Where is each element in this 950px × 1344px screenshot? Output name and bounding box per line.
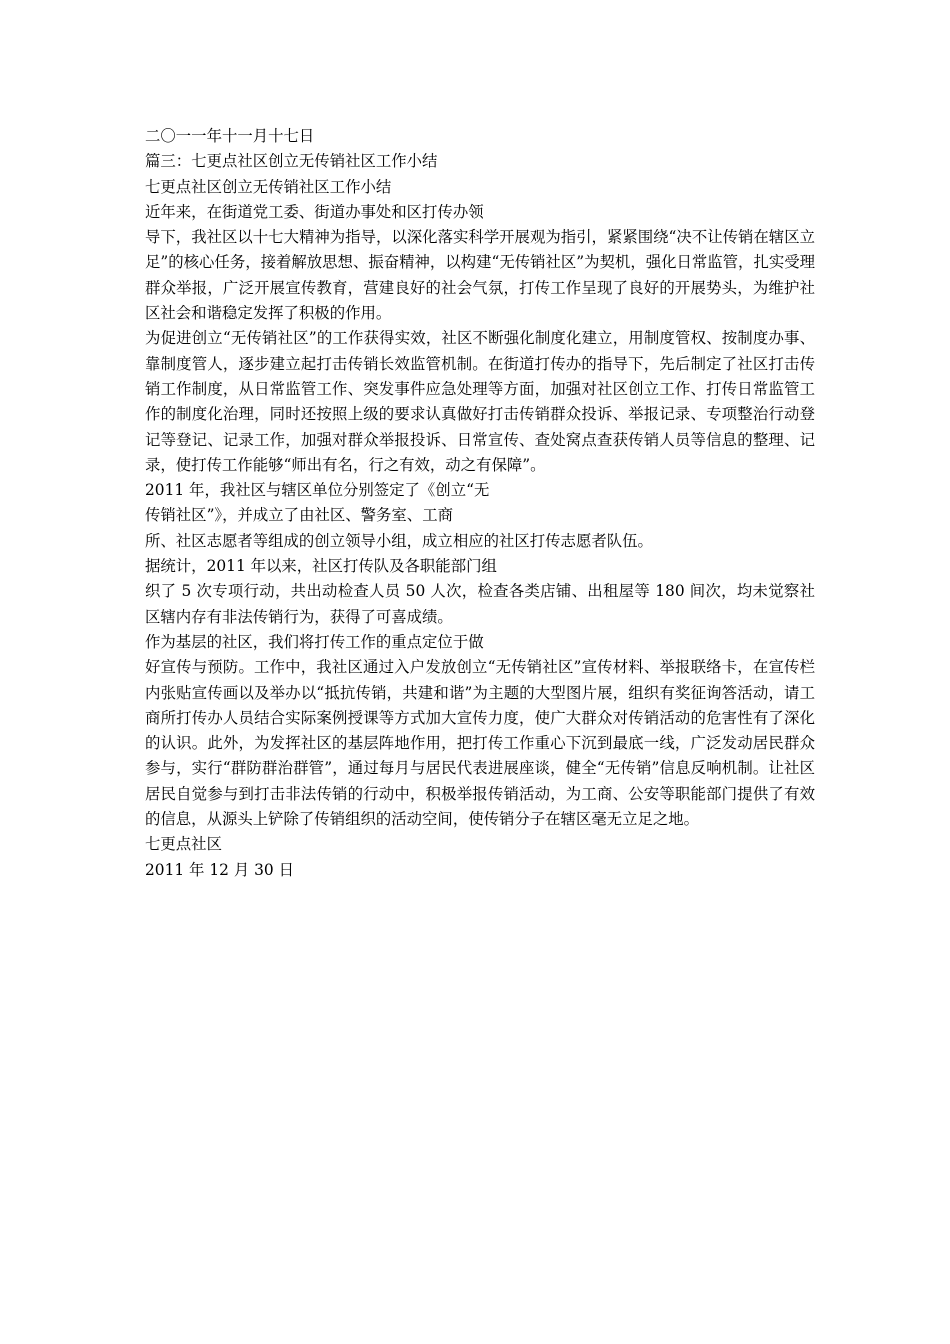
paragraph-3-line-a: 2011 年，我社区与辖区单位分别签定了《创立“无 [145,481,490,500]
signature-organization: 七更点社区 [145,835,222,854]
paragraph-3-line-b: 传销社区”》，并成立了由社区、警务室、工商 [145,506,453,525]
document-page [145,124,815,883]
article-title: 七更点社区创立无传销社区工作小结 [145,177,392,196]
paragraph-1-lead: 近年来，在街道党工委、街道办事处和区打传办领 [145,202,484,221]
paragraph-4-body: 织了 5 次专项行动，共出动检查人员 50 人次，检查各类店铺、出租屋等 180 间次，均未觉察社区辖内存有非法传销行为，获得了可喜成绩。 [145,582,815,626]
paragraph-1-body: 导下，我社区以十七大精神为指导，以深化落实科学开展观为指引，紧紧围绕“决不让传销在辖区立足”的核心任务，接着解放思想、振奋精神，以构建“无传销社区”为契机，强化日常监管，扎实受理群众举报，广泛开展宣传教育，营建良好的社会气氛，打传工作呈现了良好的开展势头，为维护社区社会和谐稳定发挥了积极的作用。 [145,228,816,323]
paragraph-2: 为促进创立“无传销社区”的工作获得实效，社区不断强化制度化建立，用制度管权、按制度办事、靠制度管人，逐步建立起打击传销长效监管机制。在街道打传办的指导下，先后制定了社区打击传销工作制度，从日常监管工作、突发事件应急处理等方面，加强对社区创立工作、打传日常监管工作的制度化治理，同时还按照上级的要求认真做好打击传销群众投诉、举报记录、专项整治行动登记等登记、记录工作，加强对群众举报投诉、日常宣传、查处窝点查获传销人员等信息的整理、记录，使打传工作能够“师出有名，行之有效，动之有保障”。 [145,329,815,474]
signature-date: 2011 年 12 月 30 日 [145,860,294,879]
previous-article-date: 二〇一一年十一月十七日 [145,127,315,145]
section-heading: 篇三：七更点社区创立无传销社区工作小结 [145,152,438,171]
paragraph-5-body: 好宣传与预防。工作中，我社区通过入户发放创立“无传销社区”宣传材料、举报联络卡，在宣传栏内张贴宣传画以及举办以“抵抗传销，共建和谐”为主题的大型图片展，组织有奖征询答活动，请工商所打传办人员结合实际案例授课等方式加大宣传力度，使广大群众对传销活动的危害性有了深化的认识。此外，为发挥社区的基层阵地作用，把打传工作重心下沉到最底一线，广泛发动居民群众参与，实行“群防群治群管”，通过每月与居民代表进展座谈，健全“无传销”信息反响机制。让社区居民自觉参与到打击非法传销的行动中，积极举报传销活动，为工商、公安等职能部门提供了有效的信息，从源头上铲除了传销组织的活动空间，使传销分子在辖区毫无立足之地。 [145,658,815,829]
paragraph-4-lead: 据统计，2011 年以来，社区打传队及各职能部门组 [145,557,497,576]
paragraph-5-lead: 作为基层的社区，我们将打传工作的重点定位于做 [145,632,484,651]
paragraph-3-line-c: 所、社区志愿者等组成的创立领导小组，成立相应的社区打传志愿者队伍。 [145,531,653,550]
